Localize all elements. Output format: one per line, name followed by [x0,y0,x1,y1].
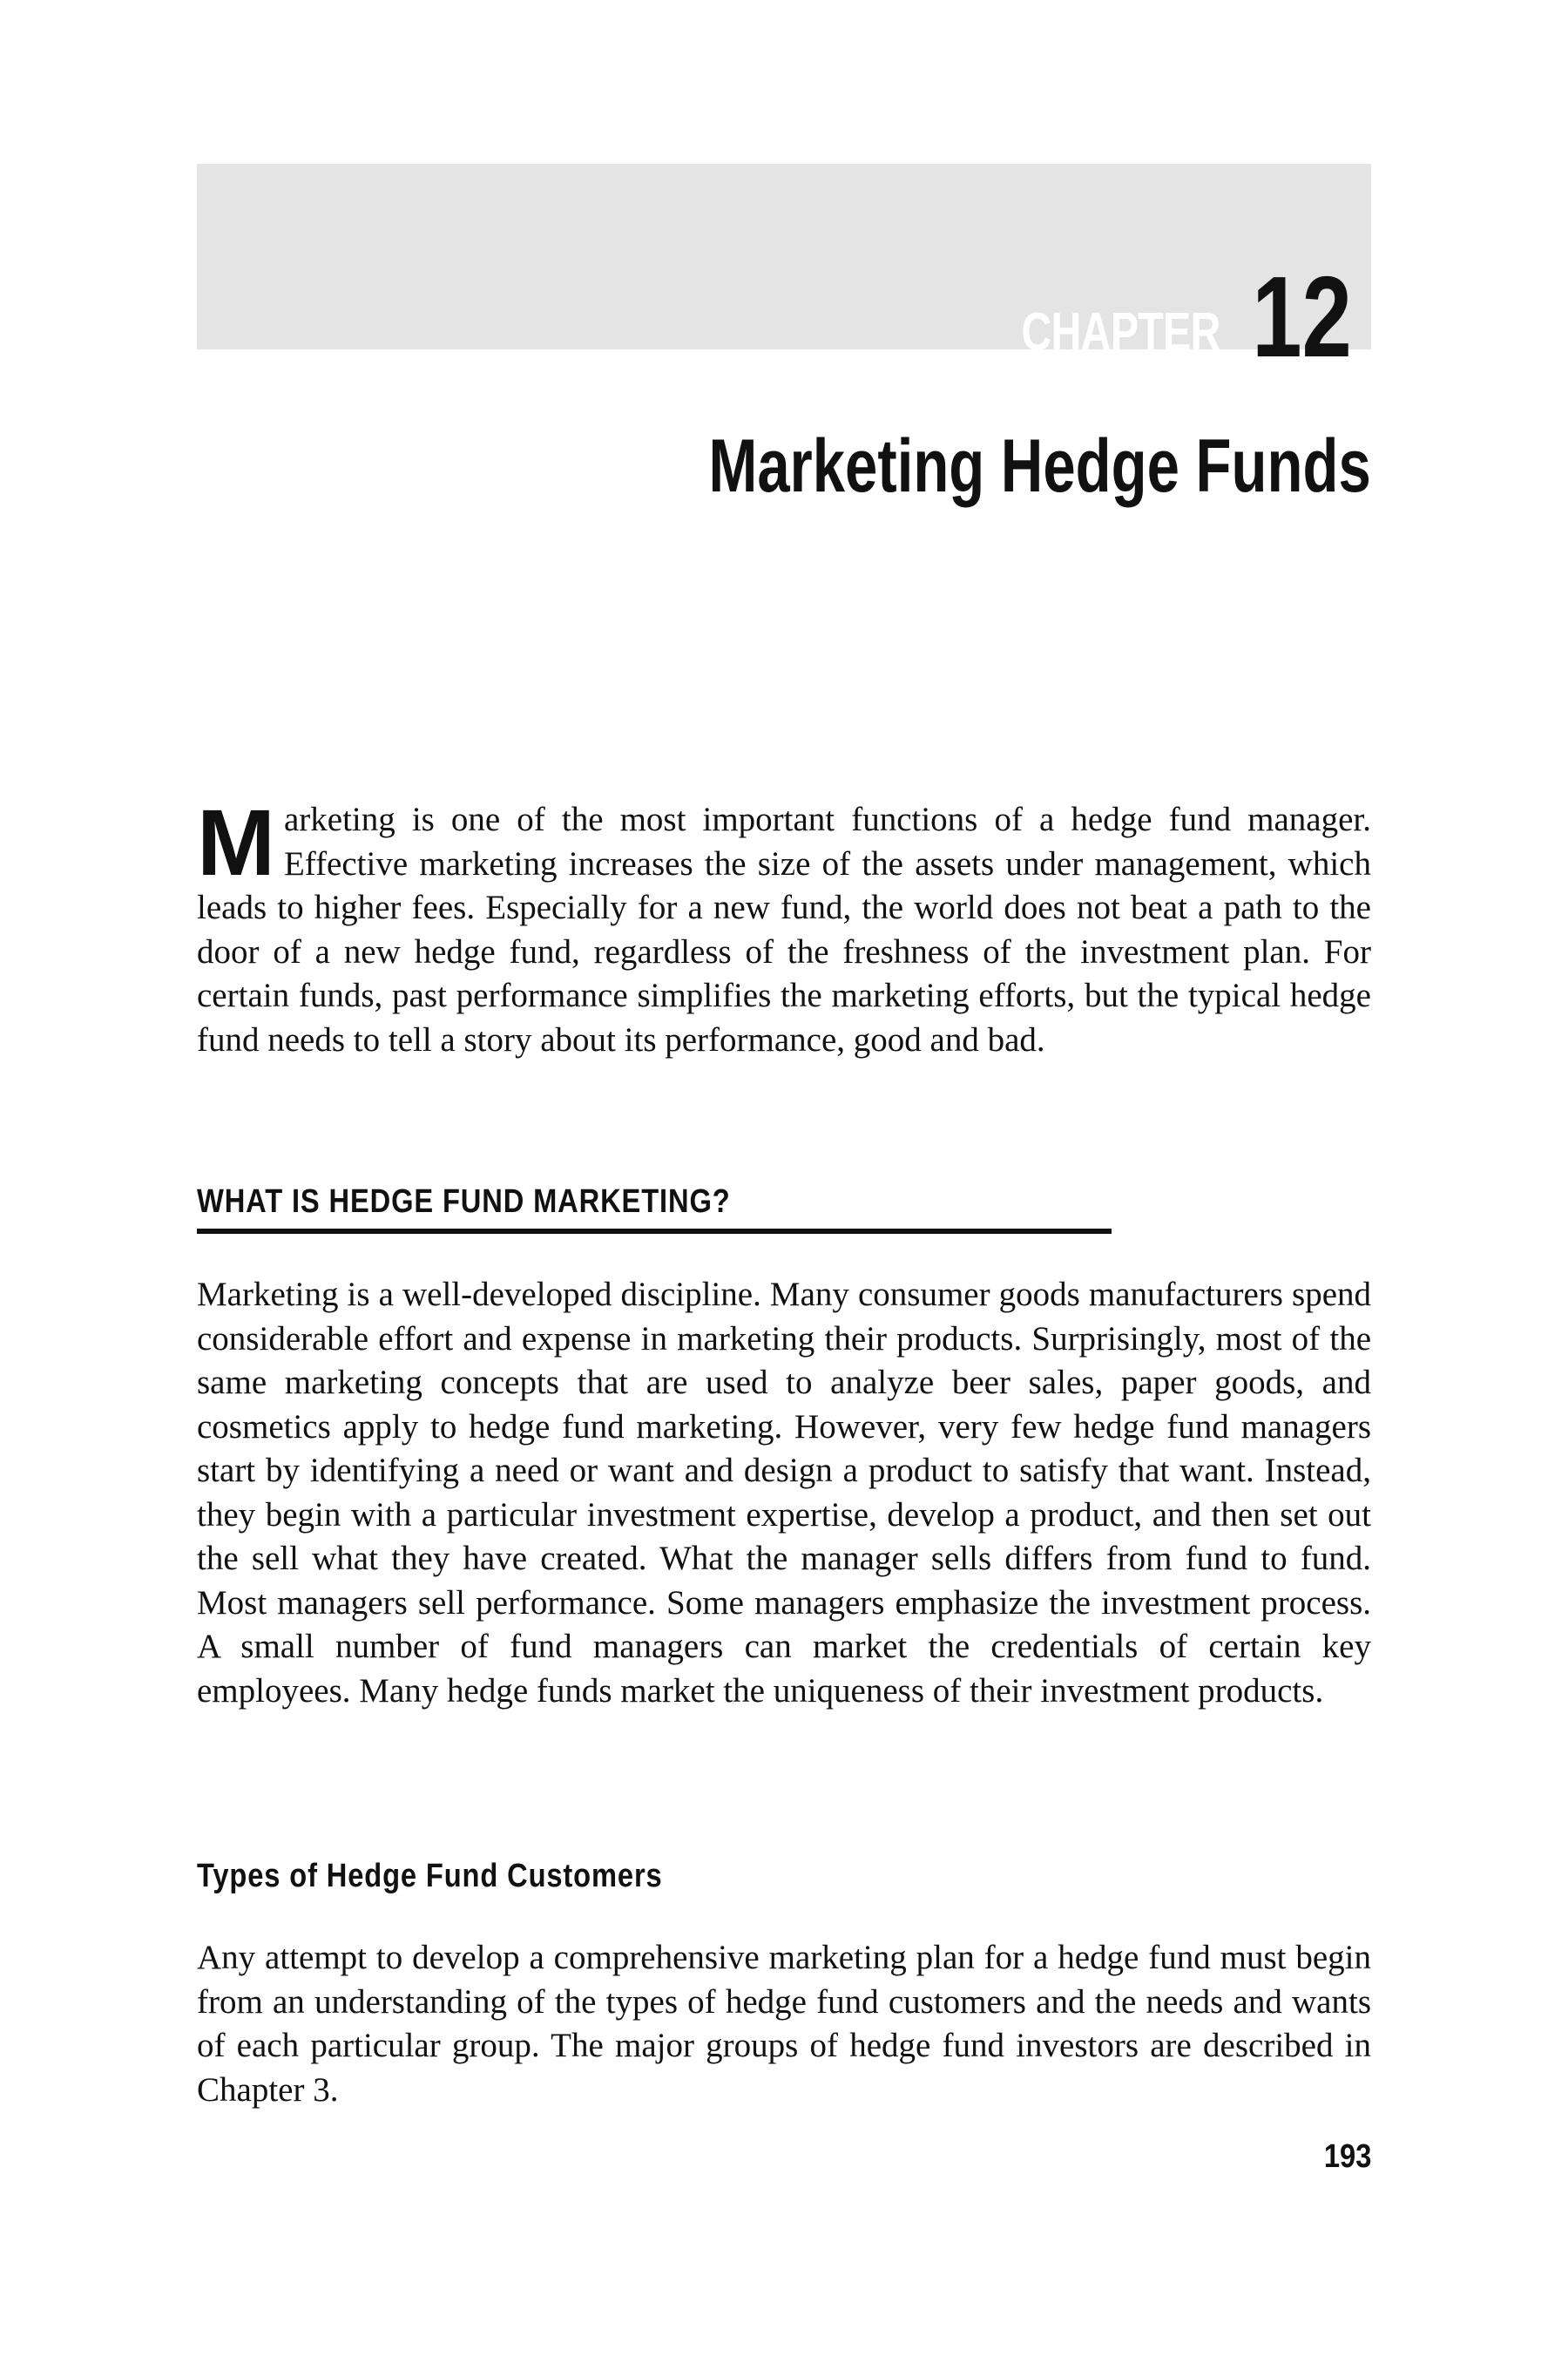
intro-text: arketing is one of the most important functions of a hedge fund manager. Effective marketing increases the size of the assets under management, which leads to higher fees. Especially for a new fund, the world does not beat a path to the door of a new hedge fund, regardless of the freshness of the investment plan. For certain funds, past performance simplifies the marketing efforts, but the typical hedge fund needs to tell a story about its performance, good and bad. [197,801,1371,1059]
intro-paragraph [197,789,1371,1062]
section-heading-text: WHAT IS HEDGE FUND MARKETING? [197,1183,731,1220]
chapter-number: 12 [1252,253,1352,381]
chapter-label: CHAPTER [1021,302,1221,362]
subsection-paragraph: Any attempt to develop a comprehensive marketing plan for a hedge fund must begin from an understanding of the types of hedge fund customers and the needs and wants of each particular group. The major groups of hedge fund investors are described in Chapter 3. [197,1939,1371,2109]
chapter-title: Marketing Hedge Funds [708,424,1371,508]
drop-cap: M [197,789,275,895]
section-heading [197,1180,1112,1234]
section-paragraph: Marketing is a well-developed discipline. Many consumer goods manufacturers spend considerable effort and expense in marketing their products. Surprisingly, most of the same marketing concepts that are used to analyze beer sales, paper goods, and cosmetics apply to hedge fund marketing. However, very few hedge fund managers start by identifying a need or want and design a product to satisfy that want. Instead, they begin with a particular investment expertise, develop a product, and then set out the sell what they have created. What the manager sells differs from fund to fund. Most managers sell performance. Some managers emphasize the investment process. A small number of fund managers can market the credentials of certain key employees. Many hedge funds market the uniqueness of their investment products. [197,1276,1371,1710]
subsection-heading: Types of Hedge Fund Customers [197,1858,663,1894]
chapter-heading [965,253,1371,381]
page-number: 193 [1323,2138,1371,2175]
